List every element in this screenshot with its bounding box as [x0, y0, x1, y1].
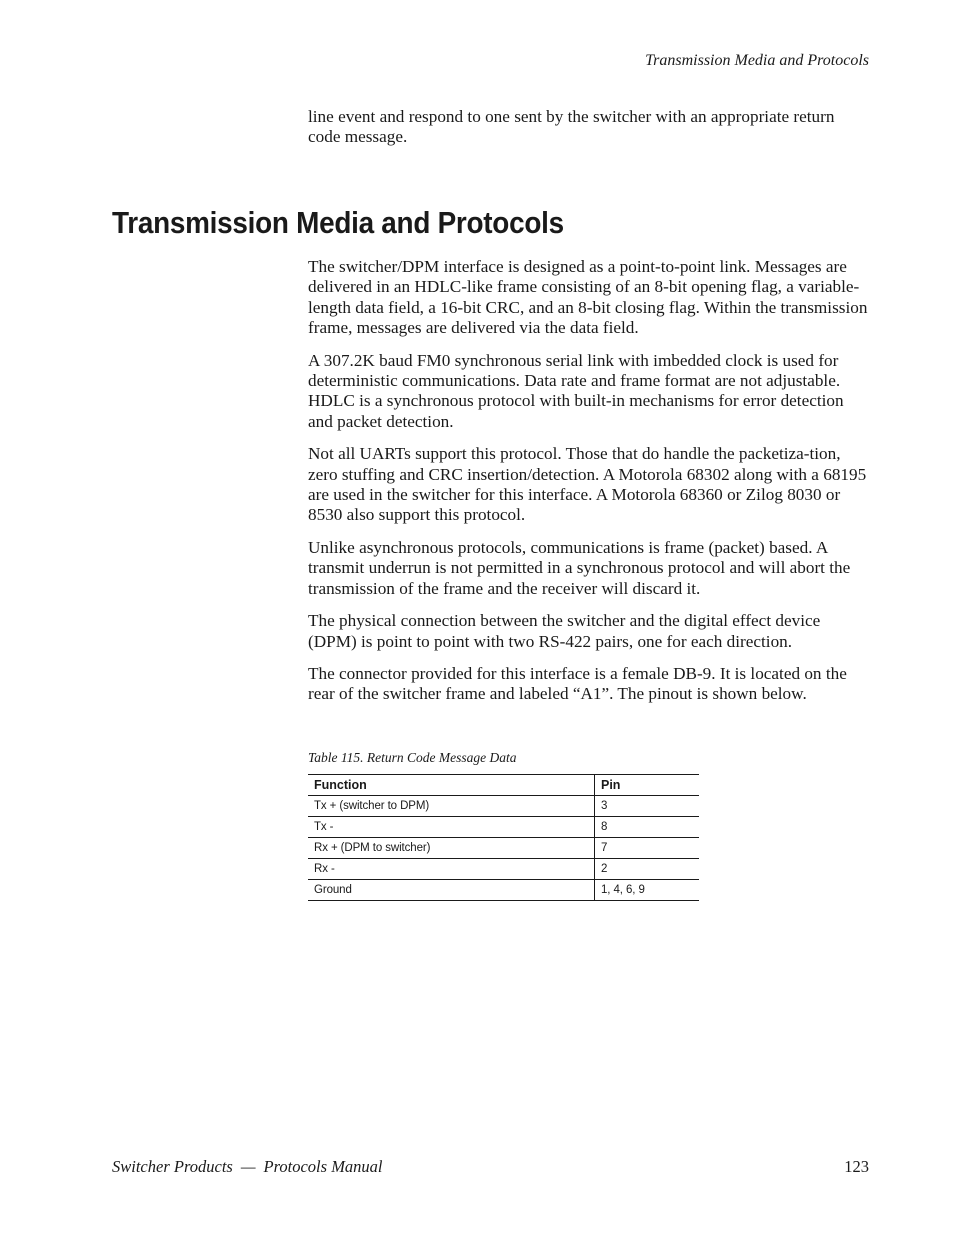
- table-row: [308, 859, 699, 880]
- footer-product: Switcher Products: [112, 1157, 233, 1176]
- paragraph-frame-format: The switcher/DPM interface is designed as a point-to-point link. Messages are delivered in an HDLC-like frame consisting of an 8-bit opening flag, a variable-length data field, a 16-bit CRC, and an 8-bit closing flag. Within the transmission frame, messages are delivered via the data field.: [308, 257, 868, 338]
- table-row: [308, 817, 699, 838]
- paragraph-baud-rate: A 307.2K baud FM0 synchronous serial link with imbedded clock is used for deterministic communications. Data rate and frame format are not adjustable. HDLC is a synchronous protocol with built-in mechanisms for error detection and packet detection.: [308, 350, 844, 431]
- pin-cell: 7: [595, 838, 700, 859]
- pin-cell: 3: [595, 796, 700, 817]
- function-cell: Tx -: [308, 817, 595, 838]
- table-row: [308, 880, 699, 901]
- function-cell: Rx -: [308, 859, 595, 880]
- section-body: [308, 257, 870, 717]
- paragraph-continued: line event and respond to one sent by the switcher with an appropriate return code message.: [308, 107, 835, 147]
- pin-cell: 8: [595, 817, 700, 838]
- column-header-function: Function: [308, 775, 595, 796]
- paragraph-uart-support: Not all UARTs support this protocol. Those that do handle the packetiza-tion, zero stuffing and CRC insertion/detection. A Motorola 68302 along with a 68195 are used in the switcher for this interface. A Motorola 68360 or Zilog 8030 or 8530 also support this protocol.: [308, 444, 867, 525]
- table-row: [308, 838, 699, 859]
- column-header-pin: Pin: [595, 775, 700, 796]
- section-title: Transmission Media and Protocols: [112, 205, 564, 240]
- page-number: 123: [844, 1157, 869, 1176]
- paragraph-physical-connection: The physical connection between the switcher and the digital effect device (DPM) is point to point with two RS-422 pairs, one for each direction.: [308, 611, 821, 651]
- continued-text: [308, 107, 870, 160]
- running-header: Transmission Media and Protocols: [645, 52, 869, 69]
- pinout-table: [308, 774, 699, 901]
- table-header-row: [308, 775, 699, 796]
- function-cell: Rx + (DPM to switcher): [308, 838, 595, 859]
- footer-title: [112, 1157, 383, 1177]
- table-caption: Table 115. Return Code Message Data: [308, 750, 517, 765]
- function-cell: Tx + (switcher to DPM): [308, 796, 595, 817]
- function-cell: Ground: [308, 880, 595, 901]
- paragraph-connector: The connector provided for this interface is a female DB-9. It is located on the rear of the switcher frame and labeled “A1”. The pinout is shown below.: [308, 663, 847, 704]
- pin-cell: 1, 4, 6, 9: [595, 880, 700, 901]
- pin-cell: 2: [595, 859, 700, 880]
- footer-manual: Protocols Manual: [263, 1157, 383, 1176]
- paragraph-synchronous: Unlike asynchronous protocols, communications is frame (packet) based. A transmit underrun is not permitted in a synchronous protocol and will abort the transmission of the frame and the receiver will discard it.: [308, 537, 851, 598]
- footer-separator: —: [240, 1157, 256, 1176]
- table-row: [308, 796, 699, 817]
